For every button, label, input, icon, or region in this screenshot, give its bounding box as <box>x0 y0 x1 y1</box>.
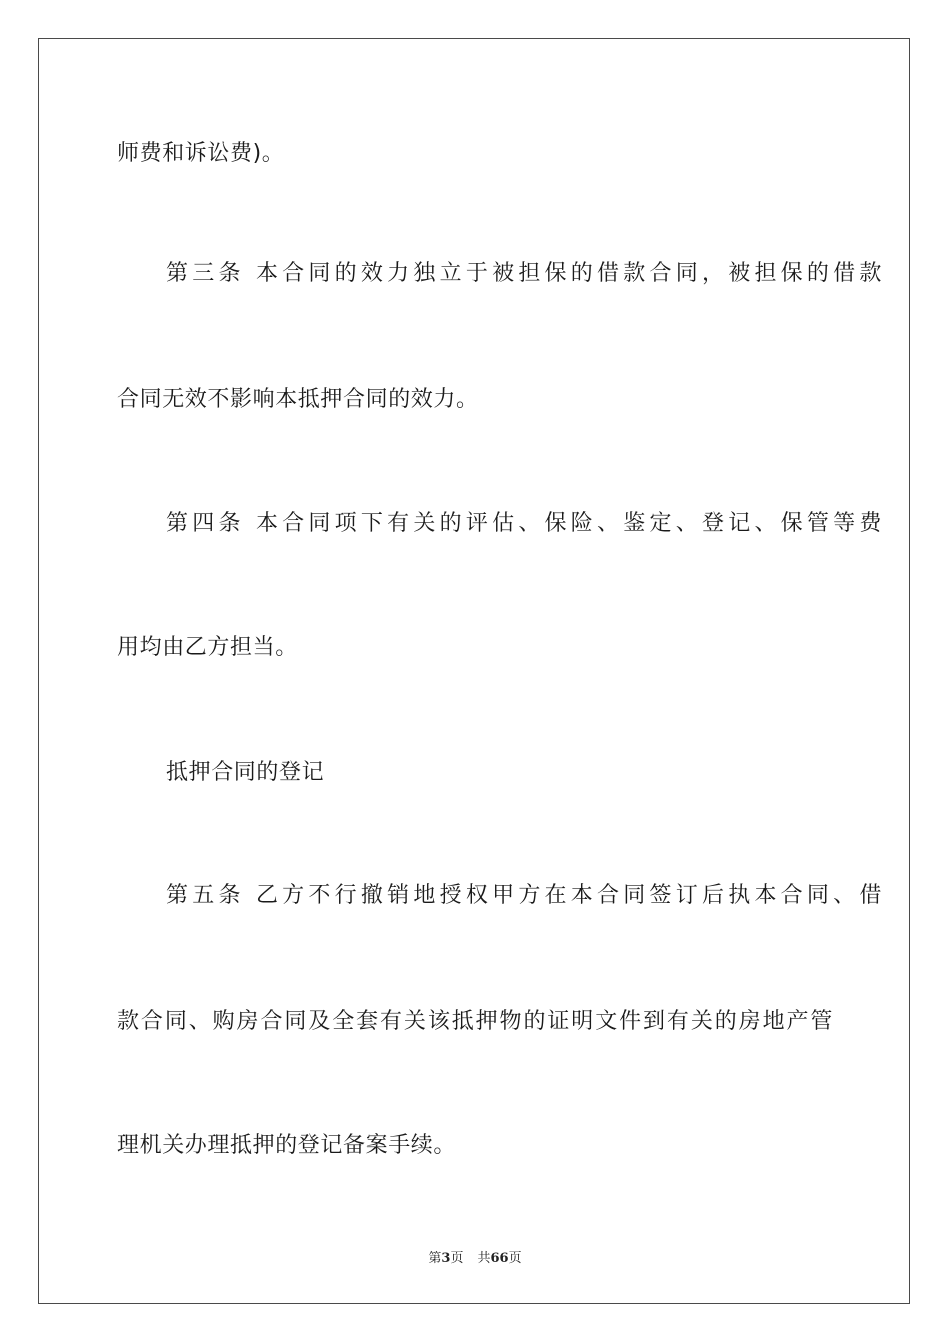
page-footer <box>0 1247 950 1266</box>
paragraph-line-5: 用均由乙方担当。 <box>117 635 298 660</box>
footer-total-pages: 66 <box>490 1251 509 1266</box>
paragraph-line-9: 理机关办理抵押的登记备案手续。 <box>117 1133 457 1158</box>
footer-total-prefix: 共 <box>477 1251 491 1266</box>
paragraph-line-4: 第四条 本合同项下有关的评估、保险、鉴定、登记、保管等费 <box>166 511 882 536</box>
paragraph-line-2: 第三条 本合同的效力独立于被担保的借款合同，被担保的借款 <box>166 261 882 286</box>
footer-page-prefix: 第 <box>428 1251 442 1266</box>
paragraph-line-3: 合同无效不影响本抵押合同的效力。 <box>117 387 479 412</box>
footer-page-suffix: 页 <box>450 1251 464 1266</box>
footer-total-suffix: 页 <box>508 1251 522 1266</box>
paragraph-line-8: 款合同、购房合同及全套有关该抵押物的证明文件到有关的房地产管 <box>117 1009 833 1034</box>
paragraph-line-7: 第五条 乙方不行撤销地授权甲方在本合同签订后执本合同、借 <box>166 883 882 908</box>
page-border <box>38 38 910 1304</box>
section-heading: 抵押合同的登记 <box>166 760 325 785</box>
footer-current-page: 3 <box>441 1251 451 1266</box>
paragraph-line-1: 师费和诉讼费)。 <box>117 141 285 166</box>
